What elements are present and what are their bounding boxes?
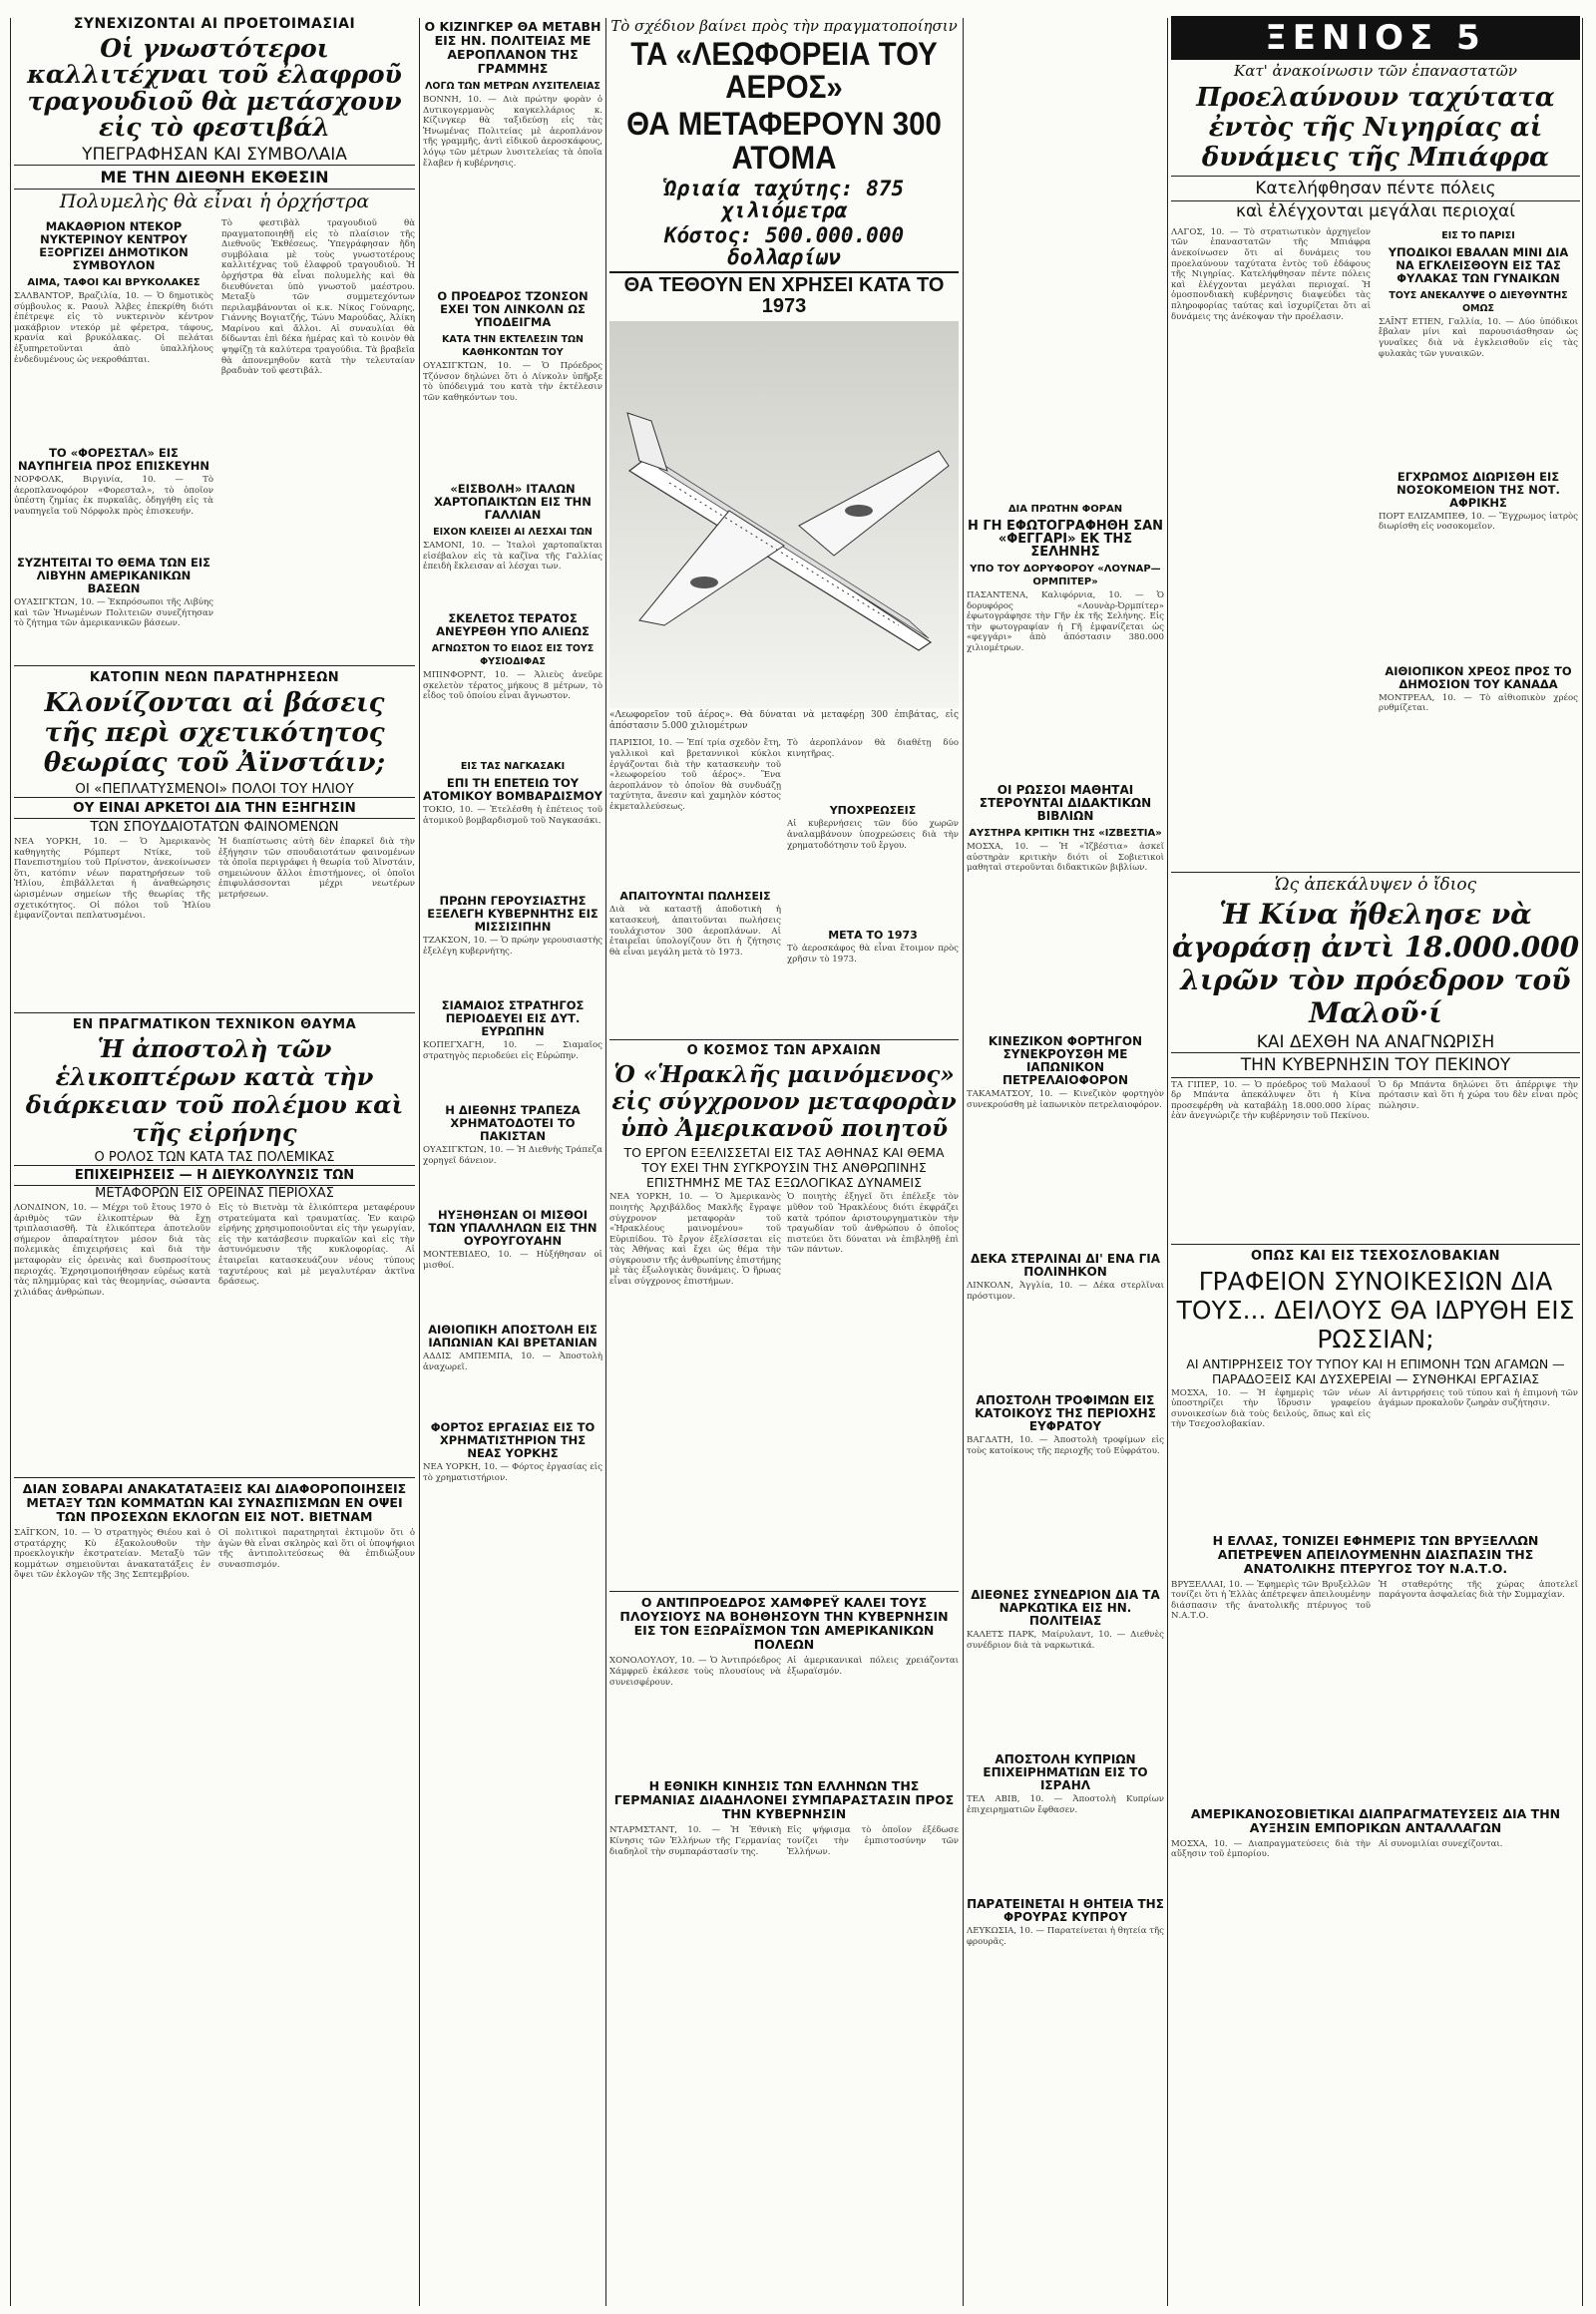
article-body: ΣΑΪΝΤ ΕΤΙΕΝ, Γαλλία, 10. — Δύο ὑπόδικοι ἔβαλαν μίνι καὶ παρουσιάσθησαν ὡς γυναῖκες διὰ νὰ ἐγκλεισθοῦν εἰς τὰς φυλακὰς τῶν γυναικῶν. — [1379, 316, 1578, 359]
column-rule — [419, 18, 420, 2306]
article-body: ΠΟΡΤ ΕΛΙΖΑΜΠΕΘ, 10. — Ἔγχρωμος ἰατρὸς διωρίσθη εἰς νοσοκομεῖον. — [1379, 511, 1578, 533]
article-headline: ΤΟ «ΦΟΡΕΣΤΑΛ» ΕΙΣ ΝΑΥΠΗΓΕΙΑ ΠΡΟΣ ΕΠΙΣΚΕΥΗΝ — [17, 445, 210, 473]
article-headline: Ἡ Κίνα ἤθελησε νὰ ἀγοράσῃ ἀντὶ 18.000.000 λιρῶν τὸν πρόεδρον τοῦ Μαλοῦ·ί — [1171, 897, 1580, 1029]
column-center — [609, 16, 959, 2310]
article-subhead: ΚΑΙ ΔΕΧΘΗ ΝΑ ΑΝΑΓΝΩΡΙΣΗ — [1256, 1031, 1495, 1052]
article-headline: ΥΠΟΔΙΚΟΙ ΕΒΑΛΑΝ ΜΙΝΙ ΔΙΑ ΝΑ ΕΓΚΛΕΙΣΘΟΥΝ ΕΙΣ ΤΑΣ ΦΥΛΑΚΑΣ ΤΩΝ ΓΥΝΑΙΚΩΝ — [1388, 244, 1569, 285]
article-headline: ΓΡΑΦΕΙΟΝ ΣΥΝΟΙΚΕΣΙΩΝ ΔΙΑ ΤΟΥΣ... ΔΕΙΛΟΥΣ ΘΑ ΙΔΡΥΘΗ ΕΙΣ ΡΩΣΣΙΑΝ; — [1176, 1266, 1575, 1353]
article-subhead: Κατελήφθησαν πέντε πόλεις — [1171, 176, 1580, 201]
article-subhead: ΑΥΣΤΗΡΑ ΚΡΙΤΙΚΗ ΤΗΣ «ΙΖΒΕΣΤΙΑ» — [969, 828, 1162, 839]
article-body: ΣΑΜΟΝΙ, 10. — Ἰταλοὶ χαρτοπαῖκται εἰσέβαλον εἰς τὰ καζῖνα τῆς Γαλλίας ἐπειδὴ ἔκλεισαν αἱ λέσχαι των. — [423, 541, 602, 573]
article-kicker: Ο ΚΟΣΜΟΣ ΤΩΝ ΑΡΧΑΙΩΝ — [686, 1043, 882, 1059]
article-kicker: ΕΙΣ ΤΟ ΠΑΡΙΣΙ — [1441, 229, 1515, 241]
article-body: Οἱ πολιτικοὶ παρατηρηταὶ ἐκτιμοῦν ὅτι ὁ ἀγὼν θὰ εἶναι σκληρὸς καὶ ὅτι οἱ ὑποψήφιοι τῆς ἀντιπολιτεύσεως θὰ ἐπιδιώξουν συνασπισμόν. — [218, 1527, 415, 1570]
article-subhead: καὶ ἐλέγχονται μεγάλαι περιοχαί — [1235, 200, 1516, 221]
article-headline: ΑΠΟΣΤΟΛΗ ΤΡΟΦΙΜΩΝ ΕΙΣ ΚΑΤΟΙΚΟΥΣ ΤΗΣ ΠΕΡΙΟΧΗΣ ΕΥΦΡΑΤΟΥ — [975, 1393, 1156, 1433]
column-rule — [605, 18, 606, 2306]
article-headline: Οἱ γνωστότεροι καλλιτέχναι τοῦ ἐλαφροῦ τραγουδιοῦ θὰ μετάσχουν εἰς τὸ φεστιβάλ — [27, 34, 402, 142]
article-body: Ἡ διαπίστωσις αὐτὴ δὲν ἐπαρκεῖ διὰ τὴν ἐξήγησιν τῶν σπουδαιοτάτων φαινομένων τὰ ὁποῖα περιγράφει ἡ θεωρία τοῦ Ἀϊνστάιν, σημειώνουν ἄλλοι ἐπιστήμονες, οἱ ὁποῖοι ἐπιφυλάσσονται μέχρι νεωτέρων μετρήσεων. — [218, 836, 415, 900]
article-headline: ΑΙΘΙΟΠΙΚΗ ΑΠΟΣΤΟΛΗ ΕΙΣ ΙΑΠΩΝΙΑΝ ΚΑΙ ΒΡΕΤΑΝΙΑΝ — [428, 1323, 598, 1350]
article-body: ΝΟΡΦΟΛΚ, Βιργινία, 10. — Τὸ ἀεροπλανοφόρον «Φορεσταλ», τὸ ὁποῖον ὑπέστη ζημίας ἐκ πυρκαϊᾶς, ὁδηγήθη εἰς τὰ ναυπηγεῖα τοῦ Νόρφολκ πρὸς ἐπισκευήν. — [14, 474, 213, 517]
article-body: ΤΕΛ ΑΒΙΒ, 10. — Ἀποστολὴ Κυπρίων ἐπιχειρηματιῶν ἔφθασεν. — [967, 1794, 1164, 1815]
article-headline: ΠΡΩΗΝ ΓΕΡΟΥΣΙΑΣΤΗΣ ΕΞΕΛΕΓΗ ΚΥΒΕΡΝΗΤΗΣ ΕΙΣ ΜΙΣΣΙΣΙΠΗΝ — [427, 894, 598, 934]
article-subhead: ΘΑ ΤΕΘΟΥΝ ΕΝ ΧΡΗΣΕΙ ΚΑΤΑ ΤΟ 1973 — [609, 271, 959, 317]
article-subhead: ΕΠΙΧΕΙΡΗΣΕΙΣ — Η ΔΙΕΥΚΟΛΥΝΣΙΣ ΤΩΝ — [14, 1165, 415, 1186]
article-subhead: ΟΥ ΕΙΝΑΙ ΑΡΚΕΤΟΙ ΔΙΑ ΤΗΝ ΕΞΗΓΗΣΙΝ — [14, 797, 415, 819]
article-body: ΜΟΝΤΡΕΑΛ, 10. — Τὸ αἰθιοπικὸν χρέος ρυθμίζεται. — [1379, 692, 1578, 714]
article-subhead: ΤΩΝ ΣΠΟΥΔΑΙΟΤΑΤΩΝ ΦΑΙΝΟΜΕΝΩΝ — [90, 818, 339, 835]
article-body: ΝΕΑ ΥΟΡΚΗ, 10. — Ὁ Ἀμερικανὸς ποιητὴς Ἀρχιβάλδος Μακλῆς ἔγραψε σύγχρονον μεταφορὰν τοῦ «Ἡρακλέους μαινομένου» τοῦ Εὐριπίδου. Τὸ ἔργον ἐξελίσσεται εἰς τὰς Ἀθήνας καὶ ἔχει ὡς θέμα τὴν σύγκρουσιν τῆς ἀνθρωπίνης ἐπιστήμης μὲ τὰς ἐξωλογικὰς δυνάμεις. Ὁ ἥρωας εἶναι σύγχρονος ἐπιστήμων. — [609, 1192, 781, 1288]
article-body: ΤΑ ΓΙΠΕΡ, 10. — Ὁ πρόεδρος τοῦ Μαλαουΐ δρ Μπάντα ἀπεκάλυψεν ὅτι ἡ Κίνα προσεφέρθη νὰ καταβάλῃ 18.000.000 λίρας ἐὰν ἀνεγνώριζε τὴν κυβέρνησιν τοῦ Πεκίνου. — [1171, 1079, 1371, 1122]
article-headline: Ἡ ἀποστολὴ τῶν ἑλικοπτέρων κατὰ τὴν διάρκειαν τοῦ πολέμου καὶ τῆς εἰρήνης — [25, 1033, 404, 1147]
article-body: ΜΟΣΧΑ, 10. — Διαπραγματεύσεις διὰ τὴν αὔξησιν τοῦ ἐμπορίου. — [1171, 1838, 1371, 1860]
article-body: ΛΕΥΚΩΣΙΑ, 10. — Παρατείνεται ἡ θητεία τῆς φρουρᾶς. — [967, 1926, 1164, 1947]
article-headline: ΕΓΧΡΩΜΟΣ ΔΙΩΡΙΣΘΗ ΕΙΣ ΝΟΣΟΚΟΜΕΙΟΝ ΤΗΣ ΝΟΤ. ΑΦΡΙΚΗΣ — [1396, 469, 1560, 510]
section-subhead: ΥΠΟΧΡΕΩΣΕΙΣ — [829, 804, 917, 818]
section-subhead: ΑΠΑΙΤΟΥΝΤΑΙ ΠΩΛΗΣΕΙΣ — [619, 890, 771, 904]
article-body: ΒΡΥΞΕΛΛΑΙ, 10. — Ἐφημερὶς τῶν Βρυξελλῶν τονίζει ὅτι ἡ Ἑλλὰς ἀπέτρεψεν ἀπειλουμένην διάσπασιν τῆς ἀνατολικῆς πτέρυγος τοῦ Ν.Α.Τ.Ο. — [1171, 1579, 1371, 1622]
article-body: ΠΑΡΙΣΙΟΙ, 10. — Ἐπί τρία σχεδὸν ἔτη, γαλλικοὶ καὶ βρεταννικοὶ κύκλοι ἐργάζονται διὰ τὴν κατασκευὴν τοῦ «λεωφορείου τοῦ ἀέρος». Ἕνα ἀεροπλάνον τὸ ὁποῖον θὰ συνδυάζῃ ταχύτητα, ἄνεσιν καὶ χαμηλὸν κόστος ἐκμεταλλεύσεως. — [609, 738, 781, 812]
article-body: ΚΟΠΕΓΧΑΓΗ, 10. — Σιαμαῖος στρατηγὸς περιοδεύει εἰς Εὐρώπην. — [423, 1040, 602, 1061]
article-headline: «ΕΙΣΒΟΛΗ» ΙΤΑΛΩΝ ΧΑΡΤΟΠΑΙΚΤΩΝ ΕΙΣ ΤΗΝ ΓΑΛΛΙΑΝ — [434, 482, 592, 522]
article-headline: ΕΠΙ ΤΗ ΕΠΕΤΕΙΩ ΤΟΥ ΑΤΟΜΙΚΟΥ ΒΟΜΒΑΡΔΙΣΜΟΥ — [423, 776, 602, 803]
article-kicker: Κατ' ἀνακοίνωσιν τῶν ἐπαναστατῶν — [1233, 62, 1518, 80]
article-body: Τὸ φεστιβὰλ τραγουδιοῦ θὰ πραγματοποιηθῇ εἰς τὸ πλαίσιον τῆς Διεθνοῦς Ἐκθέσεως. Ὑπεγράφησαν ἤδη συμβόλαια μὲ τοὺς γνωστοτέρους καλλιτέχνας τοῦ ἐλαφροῦ τραγουδιοῦ. Ἡ ὀρχήστρα θὰ εἶναι πολυμελὴς καὶ θὰ διευθύνεται ὑπὸ γνωστοῦ μαέστρου. Μεταξὺ τῶν συμμετεχόντων περιλαμβάνονται οἱ κ.κ. Νίκος Γούναρης, Γιάννης Βογιατζής, Τώνυ Μαρούδας, Ἀλίκη Μαρίνου καὶ ἄλλοι. Αἱ συναυλίαι θὰ δίδωνται ἐπὶ δέκα ἡμέρας καὶ τὸ κοινὸν θὰ ψηφίζῃ τὰ καλύτερα τραγούδια. Τὰ βραβεῖα θὰ ἀπονεμηθοῦν κατὰ τὴν τελευταίαν βραδυὰν τοῦ φεστιβάλ. — [221, 217, 415, 377]
article-subhead: Ὡριαία ταχύτης: 875 χιλιόμετρα — [663, 177, 905, 223]
article-body: Εἰς ψήφισμα τὸ ὁποῖον ἐξέδωσε τονίζει τὴν ἐμπιστοσύνην τῶν Ἑλλήνων. — [787, 1825, 959, 1857]
article-headline: Κλονίζονται αἱ βάσεις τῆς περὶ σχετικότητος θεωρίας τοῦ Ἀϊνστάιν; — [43, 687, 386, 778]
article-headline: ΣΥΖΗΤΕΙΤΑΙ ΤΟ ΘΕΜΑ ΤΩΝ ΕΙΣ ΛΙΒΥΗΝ ΑΜΕΡΙΚΑΝΙΚΩΝ ΒΑΣΕΩΝ — [17, 555, 210, 595]
article-headline: Ο ΑΝΤΙΠΡΟΕΔΡΟΣ ΧΑΜΦΡΕΫ ΚΑΛΕΙ ΤΟΥΣ ΠΛΟΥΣΙΟΥΣ ΝΑ ΒΟΗΘΗΣΟΥΝ ΤΗΝ ΚΥΒΕΡΝΗΣΙΝ ΕΙΣ ΤΟΝ ΕΞΩΡΑΪΣΜΟΝ ΤΩΝ ΑΜΕΡΙΚΑΝΙΚΩΝ ΠΟΛΕΩΝ — [619, 1595, 949, 1653]
article-subhead: ΛΟΓΩ ΤΩΝ ΜΕΤΡΩΝ ΛΥΣΙΤΕΛΕΙΑΣ — [425, 81, 600, 92]
article-body: Αἱ ἀντιρρήσεις τοῦ τύπου καὶ ἡ ἐπιμονὴ τῶν ἀγάμων προκαλοῦν ζωηρὰν συζήτησιν. — [1379, 1387, 1578, 1409]
article-body: ΒΟΝΝΗ, 10. — Διὰ πρώτην φορὰν ὁ Δυτικογερμανὸς καγκελλάριος κ. Κίζινγκερ θὰ ταξιδεύσῃ εἰς τὰς Ἡνωμένας Πολιτείας μὲ ἀεροπλάνον τῆς γραμμῆς, ἀντὶ εἰδικοῦ ἀεροσκάφους, λόγῳ τῶν μέτρων λυσιτελείας τὰ ὁποῖα ἔλαβεν ἡ κυβέρνησις. — [423, 95, 602, 169]
article-headline: ΜΑΚΑΘΡΙΟΝ ΝΤΕΚΟΡ ΝΥΚΤΕΡΙΝΟΥ ΚΕΝΤΡΟΥ ΕΞΟΡΓΙΖΕΙ ΔΗΜΟΤΙΚΟΝ ΣΥΜΒΟΥΛΟΝ — [39, 218, 189, 272]
article-headline: Ο ΚΙΖΙΝΓΚΕΡ ΘΑ ΜΕΤΑΒΗ ΕΙΣ ΗΝ. ΠΟΛΙΤΕΙΑΣ ΜΕ ΑΕΡΟΠΛΑΝΟΝ ΤΗΣ ΓΡΑΜΜΗΣ — [424, 19, 601, 76]
photo-caption: «Λεωφορεῖον τοῦ ἀέρος». Θὰ δύναται νὰ μεταφέρῃ 300 ἐπιβάτας, εἰς ἀπόστασιν 5.000 χιλιομέτρων — [609, 710, 959, 732]
article-headline: ΔΙΕΘΝΕΣ ΣΥΝΕΔΡΙΟΝ ΔΙΑ ΤΑ ΝΑΡΚΩΤΙΚΑ ΕΙΣ ΗΝ. ΠΟΛΙΤΕΙΑΣ — [971, 1588, 1160, 1628]
article-subhead: Πολυμελὴς θὰ εἶναι ἡ ὀρχήστρα — [59, 191, 370, 212]
article-body: ΧΟΝΟΛΟΥΛΟΥ, 10. — Ὁ Ἀντιπρόεδρος Χάμφρεϋ ἐκάλεσε τοὺς πλουσίους νὰ συνεισφέρουν. — [609, 1656, 781, 1688]
article-headline: Ο ΠΡΟΕΔΡΟΣ ΤΖΟΝΣΟΝ ΕΧΕΙ ΤΟΝ ΛΙΝΚΟΛΝ ΩΣ ΥΠΟΔΕΙΓΜΑ — [437, 289, 589, 329]
article-kicker: ΕΝ ΠΡΑΓΜΑΤΙΚΟΝ ΤΕΧΝΙΚΟΝ ΘΑΥΜΑ — [72, 1016, 357, 1032]
article-headline: Η ΓΗ ΕΦΩΤΟΓΡΑΦΗΘΗ ΣΑΝ «ΦΕΓΓΑΡΙ» ΕΚ ΤΗΣ ΣΕΛΗΝΗΣ — [967, 519, 1164, 560]
article-subhead: ΟΙ «ΠΕΠΛΑΤΥΣΜΕΝΟΙ» ΠΟΛΟΙ ΤΟΥ ΗΛΙΟΥ — [75, 780, 354, 797]
column-right — [1171, 16, 1580, 2310]
article-subhead: Κόστος: 500.000.000 δολλαρίων — [663, 223, 905, 270]
article-body: Ἡ σταθερότης τῆς χώρας ἀποτελεῖ παράγοντα ἀσφαλείας διὰ τὴν Συμμαχίαν. — [1379, 1579, 1578, 1601]
section-flag: ΞΕΝΙΟΣ 5 — [1171, 16, 1580, 60]
article-subhead: ΥΠΕΓΡΑΦΗΣΑΝ ΚΑΙ ΣΥΜΒΟΛΑΙΑ — [82, 145, 347, 165]
article-kicker: Ὡς ἀπεκάλυψεν ὁ ἴδιος — [1274, 874, 1477, 895]
jumbo-jet-image — [609, 321, 959, 708]
article-subhead: ΤΟ ΕΡΓΟΝ ΕΞΕΛΙΣΣΕΤΑΙ ΕΙΣ ΤΑΣ ΑΘΗΝΑΣ ΚΑΙ ΘΕΜΑ ΤΟΥ ΕΧΕΙ ΤΗΝ ΣΥΓΚΡΟΥΣΙΝ ΤΗΣ ΑΝΘΡΩΠΙΝΗΣ ΕΠΙΣΤΗΜΗΣ ΜΕ ΤΑΣ ΕΞΩΛΟΓΙΚΑΣ ΔΥΝΑΜΕΙΣ — [623, 1145, 945, 1191]
article-kicker: ΣΥΝΕΧΙΖΟΝΤΑΙ ΑΙ ΠΡΟΕΤΟΙΜΑΣΙΑΙ — [73, 16, 356, 32]
column-left — [14, 16, 415, 2310]
column-rule — [1167, 18, 1168, 2306]
article-body: Εἰς τὸ Βιετνὰμ τὰ ἑλικόπτερα μεταφέρουν στρατεύματα καὶ τραυματίας. Ἐν καιρῷ εἰρήνης χρησιμοποιοῦνται εἰς τὴν γεωργίαν, εἰς τὴν κατάσβεσιν πυρκαϊῶν καὶ εἰς τὴν ἀστυνόμευσιν τῆς κυκλοφορίας. Αἱ ἐταιρεῖαι κατασκευάζουν νέους τύπους ταχυτέρους καὶ μὲ μεγαλυτέραν ἀκτῖνα δράσεως. — [218, 1202, 415, 1288]
article-body: ΑΔΔΙΣ ΑΜΠΕΜΠΑ, 10. — Ἀποστολὴ ἀναχωρεῖ. — [423, 1351, 602, 1372]
article-subhead: ΑΙΜΑ, ΤΑΦΟΙ ΚΑΙ ΒΡΥΚΟΛΑΚΕΣ — [27, 276, 200, 288]
article-body: ΛΟΝΔΙΝΟΝ, 10. — Μέχρι τοῦ ἔτους 1970 ὁ ἀριθμὸς τῶν ἑλικοπτέρων θὰ ἔχῃ τριπλασιασθῆ. Τὰ ἑλικόπτερα ἀποτελοῦν σήμερον ἀπαραίτητον μέσον διὰ τὰς πολεμικὰς ἐπιχειρήσεις καὶ διὰ τὴν μεταφορὰν εἰς ὀρεινὰς καὶ δυσπροσίτους περιοχάς. Ἐχρησιμοποιήθησαν εὐρέως κατὰ τὰς πλημμύρας καὶ τὰς θεομηνίας, σώσαντα χιλιάδας ἀνθρώπων. — [14, 1202, 210, 1298]
article-body: ΣΑΛΒΑΝΤΟΡ, Βραζιλία, 10. — Ὁ δημοτικὸς σύμβουλος κ. Ραουλ Ἀλβες ἐπεκρίθη διότι ἐπέτρεψε εἰς τὸ νυκτερινὸν κέντρον μακάβριον ντεκόρ μὲ φέρετρα, τάφους, κρανία καὶ βρυκόλακας. Οἱ πελάται ἐξυπηρετοῦνται ἀπὸ ὑπαλλήλους ἐνδεδυμένους ὡς νεκροθάπται. — [14, 290, 213, 365]
article-body: ΣΑΪΓΚΟΝ, 10. — Ὁ στρατηγὸς Θιέου καὶ ὁ στρατάρχης Κὺ ἐξακολουθοῦν τὴν προεκλογικὴν ἐκστρατείαν. Μεταξὺ τῶν κομμάτων σημειοῦνται ἀνακατατάξεις ἐν ὄψει τῶν ἐκλογῶν τῆς 3ης Σεπτεμβρίου. — [14, 1527, 210, 1581]
column-right-center — [967, 499, 1164, 2304]
article-subhead: ΑΓΝΩΣΤΟΝ ΤΟ ΕΙΔΟΣ ΕΙΣ ΤΟΥΣ ΦΥΣΙΟΔΙΦΑΣ — [431, 643, 595, 667]
article-body: Ὁ δρ Μπάντα δηλώνει ὅτι ἀπέρριψε τὴν πρότασιν καὶ ὅτι ἡ χώρα του δὲν εἶναι πρὸς πώλησιν. — [1379, 1079, 1578, 1111]
article-body: ΒΑΓΔΑΤΗ, 10. — Ἀποστολὴ τροφίμων εἰς τοὺς κατοίκους τῆς περιοχῆς τοῦ Εὐφράτου. — [967, 1435, 1164, 1456]
article-headline: ΔΙΑΝ ΣΟΒΑΡΑΙ ΑΝΑΚΑΤΑΤΑΞΕΙΣ ΚΑΙ ΔΙΑΦΟΡΟΠΟΙΗΣΕΙΣ ΜΕΤΑΞΥ ΤΩΝ ΚΟΜΜΑΤΩΝ ΚΑΙ ΣΥΝΑΣΠΙΣΜΩΝ ΕΝ ΟΨΕΙ ΤΩΝ ΠΡΟΣΕΧΩΝ ΕΚΛΟΓΩΝ ΕΙΣ ΝΟΤ. ΒΙΕΤΝΑΜ — [22, 1480, 407, 1524]
article-body: ΜΟΣΧΑ, 10. — Ἡ ἐφημερὶς τῶν νέων ὑποστηρίζει τὴν ἵδρυσιν γραφείου συνοικεσίων διὰ τοὺς δειλούς, ὅπως καὶ εἰς τὴν Τσεχοσλοβακίαν. — [1171, 1387, 1371, 1430]
article-subhead: ΤΟΥΣ ΑΝΕΚΑΛΥΨΕ Ο ΔΙΕΥΘΥΝΤΗΣ ΟΜΩΣ — [1389, 289, 1568, 314]
article-subhead: ΚΑΤΑ ΤΗΝ ΕΚΤΕΛΕΣΙΝ ΤΩΝ ΚΑΘΗΚΟΝΤΩΝ ΤΟΥ — [442, 334, 584, 358]
article-body: Ὁ ποιητὴς ἐξηγεῖ ὅτι ἐπέλεξε τὸν μῦθον τοῦ Ἡρακλέους διότι ἐκφράζει κατὰ τρόπον ἀριστουργηματικὸν τὴν τραγωδίαν τοῦ ἀνθρώπου ὁ ὁποῖος πιστεύει ὅτι δύναται νὰ ἐπιβληθῇ ἐπὶ τῶν πάντων. — [787, 1192, 959, 1256]
article-body: ΟΥΑΣΙΓΚΤΩΝ, 10. — Ἐκπρόσωποι τῆς Λιβύης καὶ τῶν Ἡνωμένων Πολιτειῶν συνεζήτησαν τὸ ζήτημα τῶν ἀμερικανικῶν βάσεων. — [14, 596, 213, 629]
article-subhead: Ο ΡΟΛΟΣ ΤΩΝ ΚΑΤΑ ΤΑΣ ΠΟΛΕΜΙΚΑΣ — [94, 1149, 335, 1165]
article-subhead: ΕΙΧΟΝ ΚΛΕΙΣΕΙ ΑΙ ΛΕΣΧΑΙ ΤΩΝ — [433, 527, 593, 538]
article-subhead: ΤΗΝ ΚΥΒΕΡΝΗΣΙΝ ΤΟΥ ΠΕΚΙΝΟΥ — [1171, 1052, 1580, 1078]
article-headline: ΘΑ ΜΕΤΑΦΕΡΟΥΝ 300 ΑΤΟΜΑ — [626, 105, 942, 176]
article-headline: ΠΑΡΑΤΕΙΝΕΤΑΙ Η ΘΗΤΕΙΑ ΤΗΣ ΦΡΟΥΡΑΣ ΚΥΠΡΟΥ — [967, 1897, 1164, 1924]
article-headline: ΑΜΕΡΙΚΑΝΟΣΟΒΙΕΤΙΚΑΙ ΔΙΑΠΡΑΓΜΑΤΕΥΣΕΙΣ ΔΙΑ ΤΗΝ ΑΥΞΗΣΙΝ ΕΜΠΟΡΙΚΩΝ ΑΝΤΑΛΛΑΓΩΝ — [1190, 1805, 1561, 1835]
article-body: ΝΤΑΡΜΣΤΑΝΤ, 10. — Ἡ Ἐθνικὴ Κίνησις τῶν Ἑλλήνων τῆς Γερμανίας διαδηλοῖ τὴν συμπαράστασίν της. — [609, 1825, 781, 1857]
column-rule — [10, 18, 11, 2306]
article-body: ΜΟΣΧΑ, 10. — Ἡ «Ἰζβέστια» ἀσκεῖ αὐστηρὰν κριτικὴν διότι οἱ Σοβιετικοὶ μαθηταὶ στεροῦνται διδακτικῶν βιβλίων. — [967, 842, 1164, 874]
article-headline: ΤΑ «ΛΕΩΦΟΡΕΙΑ ΤΟΥ ΑΕΡΟΣ» — [630, 35, 938, 106]
article-body: Αἱ ἀμερικανικαὶ πόλεις χρειάζονται ἐξωραϊσμόν. — [787, 1656, 959, 1677]
column-briefs — [423, 16, 602, 2310]
article-kicker: ΚΑΤΟΠΙΝ ΝΕΩΝ ΠΑΡΑΤΗΡΗΣΕΩΝ — [89, 669, 340, 685]
article-body: ΜΠΙΝΦΟΡΝΤ, 10. — Ἁλιεὺς ἀνεῦρε σκελετὸν τέρατος μήκους 8 μέτρων, τὸ εἶδος τοῦ ὁποίου εἶναι ἄγνωστον. — [423, 670, 602, 702]
article-subhead: ΜΕ ΤΗΝ ΔΙΕΘΝΗ ΕΚΘΕΣΙΝ — [14, 165, 415, 190]
article-body: ΟΥΑΣΙΓΚΤΩΝ, 10. — Ὁ Πρόεδρος Τζόνσον δηλώνει ὅτι ὁ Λίνκολν ὑπῆρξε τὸ ὑπόδειγμά του κατὰ τὴν ἐκτέλεσιν τῶν καθηκόντων του. — [423, 361, 602, 403]
article-headline: Η ΕΛΛΑΣ, ΤΟΝΙΖΕΙ ΕΦΗΜΕΡΙΣ ΤΩΝ ΒΡΥΞΕΛΛΩΝ ΑΠΕΤΡΕΨΕΝ ΑΠΕΙΛΟΥΜΕΝΗΝ ΔΙΑΣΠΑΣΙΝ ΤΗΣ ΑΝΑΤΟΛΙΚΗΣ ΠΤΕΡΥΓΟΣ ΤΟΥ Ν.Α.Τ.Ο. — [1212, 1532, 1539, 1576]
article-headline: ΟΙ ΡΩΣΣΟΙ ΜΑΘΗΤΑΙ ΣΤΕΡΟΥΝΤΑΙ ΔΙΔΑΚΤΙΚΩΝ ΒΙΒΛΙΩΝ — [979, 783, 1152, 823]
article-headline: Η ΕΘΝΙΚΗ ΚΙΝΗΣΙΣ ΤΩΝ ΕΛΛΗΝΩΝ ΤΗΣ ΓΕΡΜΑΝΙΑΣ ΔΙΑΔΗΛΟΝΕΙ ΣΥΜΠΑΡΑΣΤΑΣΙΝ ΠΡΟΣ ΤΗΝ ΚΥΒΕΡΝΗΣΙΝ — [613, 1778, 955, 1822]
article-headline: Η ΔΙΕΘΝΗΣ ΤΡΑΠΕΖΑ ΧΡΗΜΑΤΟΔΟΤΕΙ ΤΟ ΠΑΚΙΣΤΑΝ — [445, 1103, 581, 1143]
article-body: ΜΟΝΤΕΒΙΔΕΟ, 10. — Ηὐξήθησαν οἱ μισθοί. — [423, 1250, 602, 1271]
article-body: ΟΥΑΣΙΓΚΤΩΝ, 10. — Ἡ Διεθνὴς Τράπεζα χορηγεῖ δάνειον. — [423, 1145, 602, 1166]
article-body: ΝΕΑ ΥΟΡΚΗ, 10. — Φόρτος ἐργασίας εἰς τὸ χρηματιστήριον. — [423, 1462, 602, 1483]
article-headline: Ὁ «Ἡρακλῆς μαινόμενος» εἰς σύγχρονον μεταφορὰν ὑπὸ Ἀμερικανοῦ ποιητοῦ — [611, 1061, 957, 1143]
section-subhead: ΜΕΤΑ ΤΟ 1973 — [828, 929, 918, 943]
article-subhead: ΑΙ ΑΝΤΙΡΡΗΣΕΙΣ ΤΟΥ ΤΥΠΟΥ ΚΑΙ Η ΕΠΙΜΟΝΗ ΤΩΝ ΑΓΑΜΩΝ — ΠΑΡΑΔΟΞΕΙΣ ΚΑΙ ΔΥΣΧΕΡΕΙΑΙ — ΣΥΝΘΗΚΑΙ ΕΡΓΑΣΙΑΣ — [1186, 1355, 1565, 1386]
article-kicker: ΕΙΣ ΤΑΣ ΝΑΓΚΑΣΑΚΙ — [460, 761, 566, 772]
article-body: ΠΑΣΑΝΤΕΝΑ, Καλιφόρνια, 10. — Ὁ δορυφόρος «Λουνὰρ-Ὀρμπίτερ» ἐφωτογράφησε τὴν Γῆν ἐκ τῆς Σελήνης. Εἰς τὴν φωτογραφίαν ἡ Γῆ ἐμφανίζεται ὡς «φεγγάρι» ἀπὸ ἀπόστασιν 380.000 χιλιομέτρων. — [967, 590, 1164, 653]
article-body: Αἱ συνομιλίαι συνεχίζονται. — [1379, 1838, 1503, 1849]
article-body: ΤΟΚΙΟ, 10. — Ἐτελέσθη ἡ ἐπέτειος τοῦ ἀτομικοῦ βομβαρδισμοῦ τοῦ Ναγκασάκι. — [423, 805, 602, 826]
article-headline: ΔΕΚΑ ΣΤΕΡΛΙΝΑΙ ΔΙ' ΕΝΑ ΓΙΑ ΠΟΛΙΝΗΚΟΝ — [970, 1252, 1161, 1279]
article-body: Τὸ ἀεροσκάφος θὰ εἶναι ἕτοιμον πρὸς χρῆσιν τὸ 1973. — [787, 944, 959, 964]
article-kicker: Τὸ σχέδιον βαίνει πρὸς τὴν πραγματοποίησιν — [610, 17, 958, 35]
article-headline: ΑΙΘΙΟΠΙΚΟΝ ΧΡΕΟΣ ΠΡΟΣ ΤΟ ΔΗΜΟΣΙΟΝ ΤΟΥ ΚΑΝΑΔΑ — [1385, 663, 1572, 691]
aircraft-photo — [609, 321, 959, 708]
article-subhead: ΥΠΟ ΤΟΥ ΔΟΡΥΦΟΡΟΥ «ΛΟΥΝΑΡ—ΟΡΜΠΙΤΕΡ» — [970, 564, 1161, 587]
article-body: ΤΖΑΚΣΟΝ, 10. — Ὁ πρώην γερουσιαστὴς ἐξελέγη κυβερνήτης. — [423, 936, 602, 957]
article-headline: ΗΥΞΗΘΗΣΑΝ ΟΙ ΜΙΣΘΟΙ ΤΩΝ ΥΠΑΛΛΗΛΩΝ ΕΙΣ ΤΗΝ ΟΥΡΟΥΓΟΥΑΗΝ — [428, 1208, 598, 1248]
article-body: ΛΑΓΟΣ, 10. — Τὸ στρατιωτικὸν ἀρχηγεῖον τῶν ἐπαναστατῶν τῆς Μπιάφρα ἀνεκοίνωσεν ὅτι αἱ δυνάμεις του προελαύνουν ταχύτατα ἐντὸς τοῦ ἐδάφους τῆς Νιγηρίας. Κατελήφθησαν πέντε πόλεις καὶ ἐλέγχονται μεγάλαι περιοχαί. Ἡ ὁμοσπονδιακὴ κυβέρνησις διαψεύδει τὰς πληροφορίας ταύτας καὶ ἰσχυρίζεται ὅτι αἱ δυνάμεις της ἀνέκοψαν τὴν προέλασιν. — [1171, 226, 1371, 322]
article-headline: ΑΠΟΣΤΟΛΗ ΚΥΠΡΙΩΝ ΕΠΙΧΕΙΡΗΜΑΤΙΩΝ ΕΙΣ ΤΟ ΙΣΡΑΗΛ — [983, 1752, 1148, 1792]
column-rule — [963, 18, 964, 2306]
column-rule — [1582, 18, 1583, 2306]
article-body: Διὰ νὰ καταστῇ ἀποδοτικὴ ἡ κατασκευή, ἀπαιτοῦνται πωλήσεις τουλάχιστον 300 ἀεροπλάνων. Αἱ ἑταιρεῖαι ὑπολογίζουν ὅτι ἡ ζήτησις θὰ εἶναι μεγάλη μετὰ τὸ 1973. — [609, 905, 781, 958]
article-body: Αἱ κυβερνήσεις τῶν δύο χωρῶν ἀναλαμβάνουν ὑποχρεώσεις διὰ τὴν χρηματοδότησιν τοῦ ἔργου. — [787, 819, 959, 851]
article-body: ΝΕΑ ΥΟΡΚΗ, 10. — Ὁ Ἀμερικανὸς καθηγητὴς Ρόμπερτ Ντίκε, τοῦ Πανεπιστημίου τοῦ Πρίνστον, ἀνεκοίνωσεν ὅτι, κατόπιν νέων παρατηρήσεων τοῦ Ἡλίου, ἐπιβάλλεται ἡ ἀναθεώρησις ὡρισμένων σημείων τῆς θεωρίας τῆς σχετικότητος. Οἱ πόλοι τοῦ Ἡλίου ἐμφανίζονται πεπλατυσμένοι. — [14, 836, 210, 922]
article-body: Τὸ ἀεροπλάνον θὰ διαθέτῃ δύο κινητῆρας. — [787, 738, 959, 759]
article-body: ΛΙΝΚΟΛΝ, Ἀγγλία, 10. — Δέκα στερλῖναι πρόστιμον. — [967, 1281, 1164, 1302]
article-headline: ΣΚΕΛΕΤΟΣ ΤΕΡΑΤΟΣ ΑΝΕΥΡΕΘΗ ΥΠΟ ΑΛΙΕΩΣ — [436, 611, 590, 638]
article-subhead: ΜΕΤΑΦΟΡΩΝ ΕΙΣ ΟΡΕΙΝΑΣ ΠΕΡΙΟΧΑΣ — [95, 1185, 334, 1201]
article-body: ΚΑΛΕΤΣ ΠΑΡΚ, Μαίρυλαντ, 10. — Διεθνὲς συνέδριον διὰ τὰ ναρκωτικά. — [967, 1630, 1164, 1651]
article-kicker: ΟΠΩΣ ΚΑΙ ΕΙΣ ΤΣΕΧΟΣΛΟΒΑΚΙΑΝ — [1250, 1248, 1501, 1264]
article-headline: Προελαύνουν ταχύτατα ἐντὸς τῆς Νιγηρίας αἱ δυνάμεις τῆς Μπιάφρα — [1196, 82, 1555, 173]
article-kicker: ΔΙΑ ΠΡΩΤΗΝ ΦΟΡΑΝ — [1007, 504, 1123, 515]
article-headline: ΣΙΑΜΑΙΟΣ ΣΤΡΑΤΗΓΟΣ ΠΕΡΙΟΔΕΥΕΙ ΕΙΣ ΔΥΤ. ΕΥΡΩΠΗΝ — [441, 998, 585, 1038]
article-body: ΤΑΚΑΜΑΤΣΟΥ, 10. — Κινεζικὸν φορτηγὸν συνεκρούσθη μὲ ἰαπωνικὸν πετρελαιοφόρον. — [967, 1089, 1164, 1110]
article-headline: ΚΙΝΕΖΙΚΟΝ ΦΟΡΤΗΓΟΝ ΣΥΝΕΚΡΟΥΣΘΗ ΜΕ ΙΑΠΩΝΙΚΟΝ ΠΕΤΡΕΛΑΙΟΦΟΡΟΝ — [988, 1034, 1143, 1087]
article-headline: ΦΟΡΤΟΣ ΕΡΓΑΣΙΑΣ ΕΙΣ ΤΟ ΧΡΗΜΑΤΙΣΤΗΡΙΟΝ ΤΗΣ ΝΕΑΣ ΥΟΡΚΗΣ — [430, 1420, 596, 1460]
